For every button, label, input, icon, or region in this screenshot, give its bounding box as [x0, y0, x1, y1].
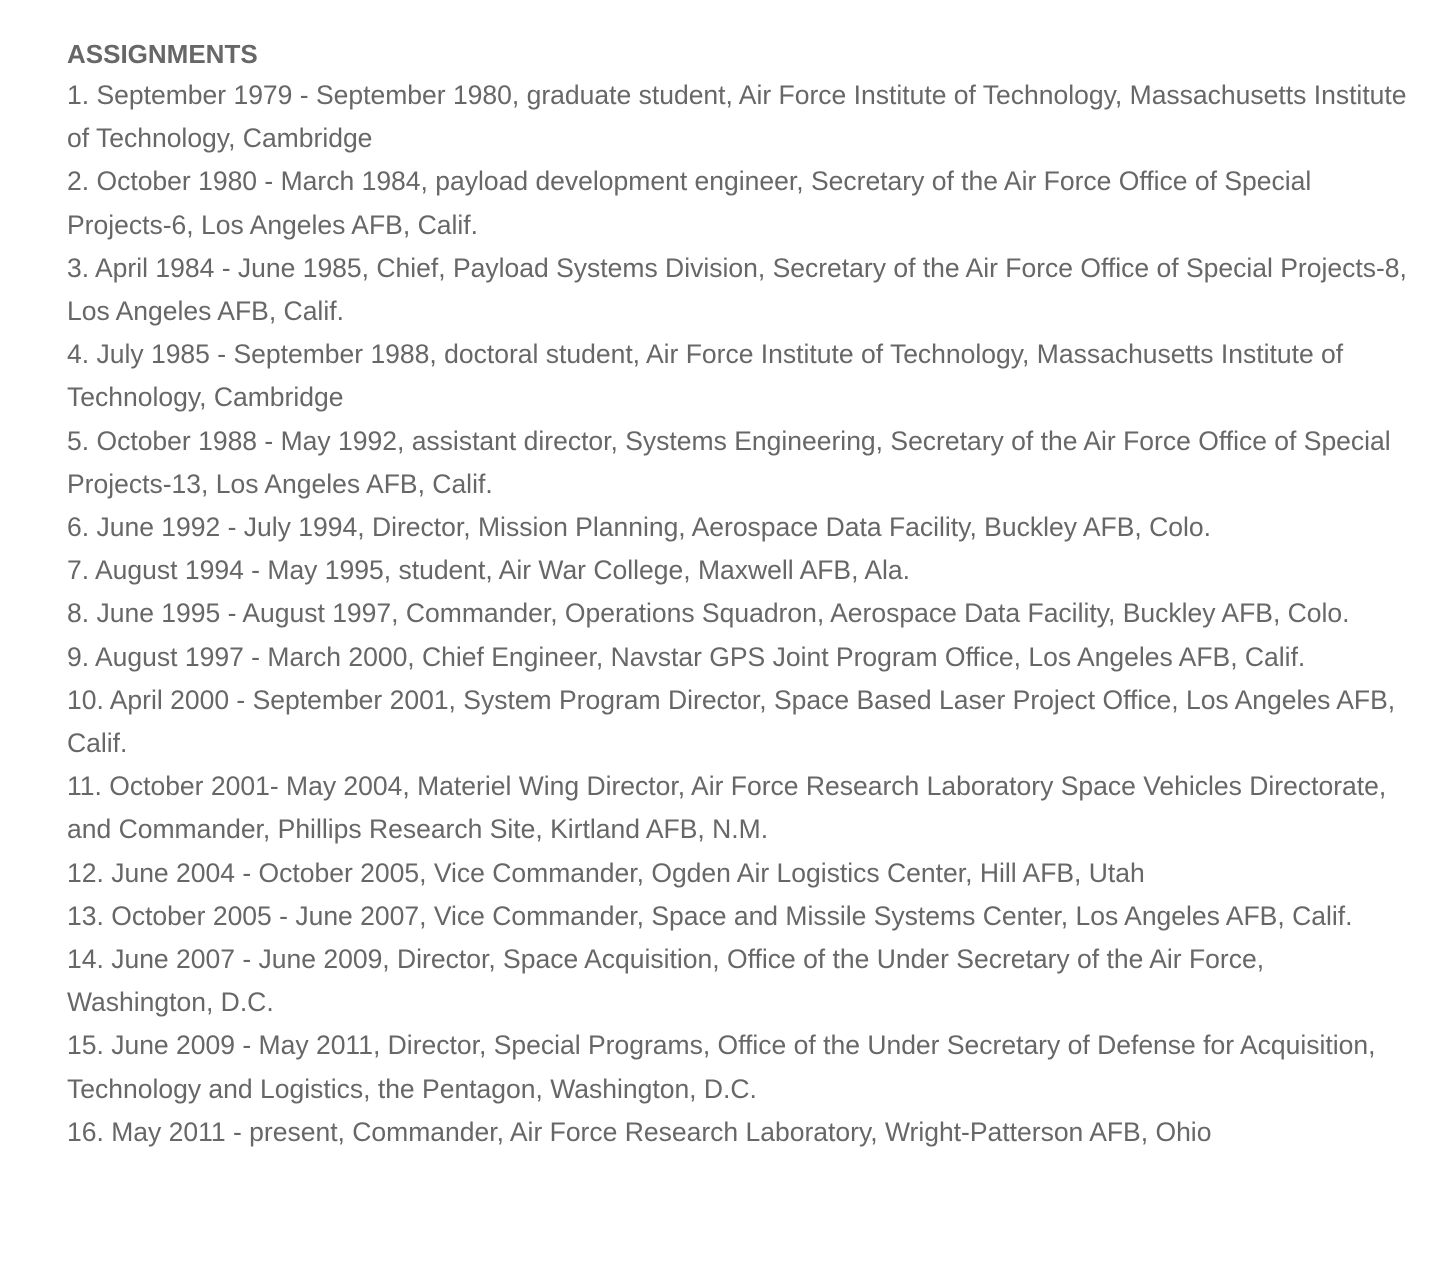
- list-item: 10. April 2000 - September 2001, System Program Director, Space Based Laser Project Office, Los Angeles AFB, Calif.: [67, 684, 1396, 759]
- list-item: 5. October 1988 - May 1992, assistant director, Systems Engineering, Secretary of the Air Force Office of Special Projects-13, Los Angeles AFB, Calif.: [67, 425, 1391, 499]
- list-item: 15. June 2009 - May 2011, Director, Special Programs, Office of the Under Secretary of Defense for Acquisition, Technology and Logistics, the Pentagon, Washington, D.C.: [67, 1030, 1376, 1104]
- list-item: 2. October 1980 - March 1984, payload development engineer, Secretary of the Air Force Office of Special Projects-6, Los Angeles AFB, Calif.: [67, 166, 1312, 240]
- section-heading: ASSIGNMENTS: [67, 39, 258, 69]
- list-item: 8. June 1995 - August 1997, Commander, Operations Squadron, Aerospace Data Facility, Buckley AFB, Colo.: [67, 598, 1350, 629]
- list-item: 7. August 1994 - May 1995, student, Air War College, Maxwell AFB, Ala.: [67, 555, 911, 586]
- list-item: 9. August 1997 - March 2000, Chief Engineer, Navstar GPS Joint Program Office, Los Angeles AFB, Calif.: [67, 641, 1306, 672]
- list-item: 12. June 2004 - October 2005, Vice Commander, Ogden Air Logistics Center, Hill AFB, Utah: [67, 857, 1145, 888]
- assignments-section: [67, 34, 1407, 1154]
- list-item: 11. October 2001- May 2004, Materiel Wing Director, Air Force Research Laboratory Space Vehicles Directorate, and Commander, Phillips Research Site, Kirtland AFB, N.M.: [67, 771, 1387, 845]
- list-item: 14. June 2007 - June 2009, Director, Space Acquisition, Office of the Under Secretary of the Air Force, Washington, D.C.: [67, 944, 1265, 1018]
- list-item: 4. July 1985 - September 1988, doctoral student, Air Force Institute of Technology, Massachusetts Institute of Technology, Cambridge: [67, 339, 1344, 413]
- list-item: 16. May 2011 - present, Commander, Air Force Research Laboratory, Wright-Patterson AFB, Ohio: [67, 1116, 1212, 1147]
- list-item: 3. April 1984 - June 1985, Chief, Payload Systems Division, Secretary of the Air Force Office of Special Projects-8, Los Angeles AFB, Calif.: [67, 252, 1407, 327]
- list-item: 1. September 1979 - September 1980, graduate student, Air Force Institute of Technology, Massachusetts Institute of Technology, Cambridge: [67, 80, 1407, 154]
- list-item: 13. October 2005 - June 2007, Vice Commander, Space and Missile Systems Center, Los Angeles AFB, Calif.: [67, 900, 1353, 931]
- assignments-list: [67, 74, 1407, 1154]
- list-item: 6. June 1992 - July 1994, Director, Mission Planning, Aerospace Data Facility, Buckley AFB, Colo.: [67, 512, 1211, 543]
